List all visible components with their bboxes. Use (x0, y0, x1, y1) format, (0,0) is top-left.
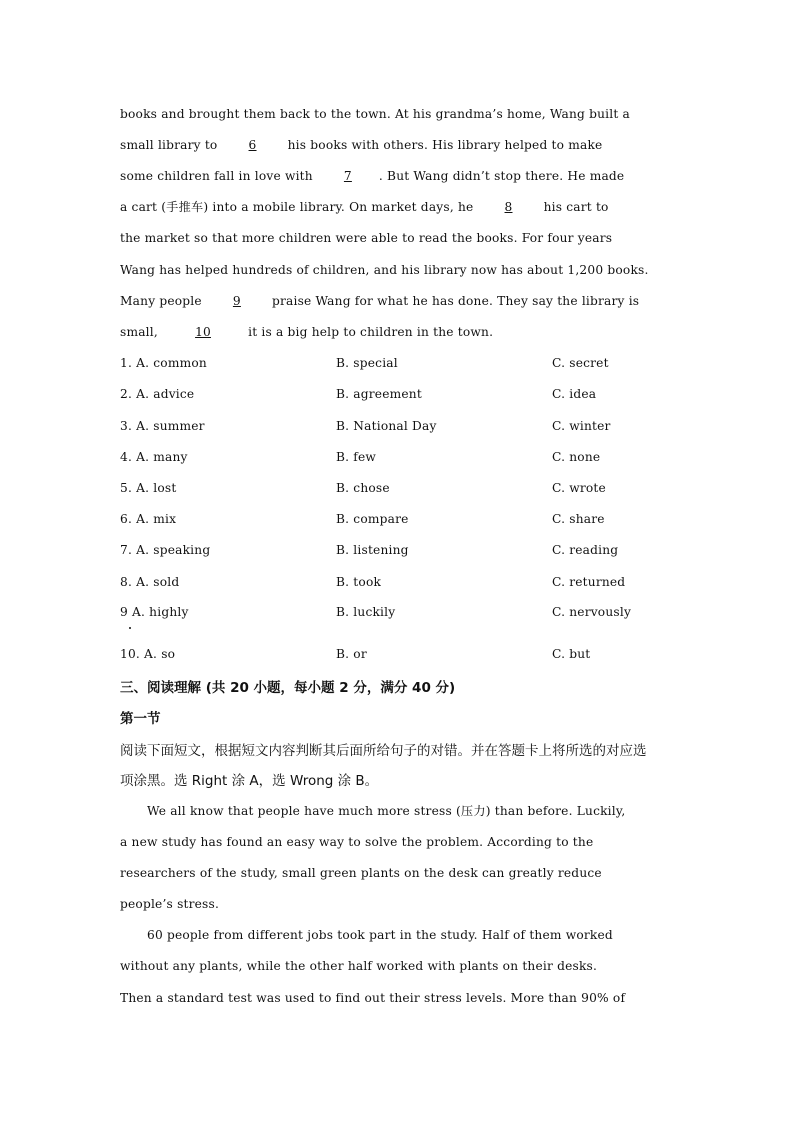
option-row (120, 450, 680, 468)
option-a: 7. A. speaking (120, 543, 211, 557)
passage-line (120, 325, 493, 339)
blank-8: 8 (504, 200, 513, 214)
blank-6: 6 (248, 138, 257, 152)
passage-line (120, 263, 649, 277)
option-a: 5. A. lost (120, 481, 177, 495)
option-b: B. listening (336, 543, 409, 557)
text: it is a big help to children in the town. (244, 325, 494, 339)
text: 项涂黑。选 Right 涂 A，选 Wrong 涂 B。 (120, 773, 379, 789)
option-b: B. compare (336, 512, 409, 526)
option-c: C. none (552, 450, 601, 464)
text: people’s stress. (120, 897, 220, 911)
text: Then a standard test was used to find out their stress levels. More than 90% of (120, 991, 626, 1005)
option-b: B. luckily (336, 605, 396, 619)
option-a: 10. A. so (120, 647, 176, 661)
option-a: 6. A. mix (120, 512, 177, 526)
passage-line (147, 802, 625, 819)
option-row (120, 356, 680, 374)
text: books and brought them back to the town. At his grandma’s home, Wang built a (120, 107, 631, 121)
passage-line (120, 897, 219, 911)
text: Many people (120, 294, 206, 308)
option-c: C. reading (552, 543, 619, 557)
text: We all know that people have much more stress (压力) than before. Luckily, (147, 804, 626, 818)
passage-line (120, 169, 624, 183)
blank-10: 10 (195, 325, 211, 339)
option-row (120, 575, 680, 593)
option-a: 8. A. sold (120, 575, 180, 589)
option-row (120, 387, 680, 405)
passage-line (120, 835, 593, 849)
option-c: C. share (552, 512, 605, 526)
text: small, (120, 325, 163, 339)
option-a: 2. A. advice (120, 387, 195, 401)
text: small library to (120, 138, 222, 152)
passage-line (120, 107, 630, 121)
text: without any plants, while the other half worked with plants on their desks. (120, 959, 598, 973)
text: 三、阅读理解 (共 20 小题，每小题 2 分，满分 40 分) (120, 680, 456, 696)
text: 阅读下面短文，根据短文内容判断其后面所给句子的对错。并在答题卡上将所选的对应选 (120, 743, 647, 759)
option-b: B. agreement (336, 387, 422, 401)
option-c: C. winter (552, 419, 611, 433)
text: researchers of the study, small green plants on the desk can greatly reduce (120, 866, 602, 880)
option-row (120, 605, 680, 623)
text: a cart (手推车) into a mobile library. On market days, he (120, 200, 478, 214)
passage-line (120, 138, 602, 152)
text: some children fall in love with (120, 169, 317, 183)
text: his books with others. His library helped to make (283, 138, 603, 152)
blank-9: 9 (232, 294, 241, 308)
text: the market so that more children were able to read the books. For four years (120, 231, 613, 245)
option-c: C. but (552, 647, 591, 661)
passage-line (120, 959, 597, 973)
blank-7: 7 (343, 169, 352, 183)
option-a: 4. A. many (120, 450, 188, 464)
text: praise Wang for what he has done. They say the library is (267, 294, 640, 308)
option-c: C. nervously (552, 605, 632, 619)
text: 60 people from different jobs took part in the study. Half of them worked (147, 928, 613, 942)
option-row (120, 481, 680, 499)
passage-line (120, 866, 602, 880)
option-b: B. took (336, 575, 382, 589)
option-row (120, 543, 680, 561)
option-row (120, 512, 680, 530)
option-b: B. few (336, 450, 377, 464)
passage-line (120, 991, 625, 1005)
option-c: C. idea (552, 387, 597, 401)
text: . But Wang didn’t stop there. He made (378, 169, 625, 183)
option-a: 3. A. summer (120, 419, 205, 433)
option-b: B. special (336, 356, 398, 370)
passage-line (147, 928, 613, 942)
option-row (120, 419, 680, 437)
text: 第一节 (120, 711, 161, 727)
passage-line (120, 294, 639, 308)
instruction-line (120, 769, 378, 789)
text: Wang has helped hundreds of children, and his library now has about 1,200 books. (120, 263, 649, 277)
option-a: 9 A. highly (120, 605, 189, 619)
text: a new study has found an easy way to solve the problem. According to the (120, 835, 594, 849)
passage-line (120, 198, 609, 215)
instruction-line (120, 739, 647, 759)
passage-line (120, 231, 612, 245)
option-b: B. National Day (336, 419, 437, 433)
part-heading (120, 707, 161, 727)
option-c: C. returned (552, 575, 626, 589)
option-c: C. secret (552, 356, 609, 370)
option-b: B. or (336, 647, 367, 661)
option-c: C. wrote (552, 481, 606, 495)
option-b: B. chose (336, 481, 390, 495)
stray-dot (129, 627, 131, 629)
option-a: 1. A. common (120, 356, 207, 370)
text: his cart to (539, 200, 609, 214)
option-row (120, 647, 680, 665)
section-heading (120, 676, 455, 696)
